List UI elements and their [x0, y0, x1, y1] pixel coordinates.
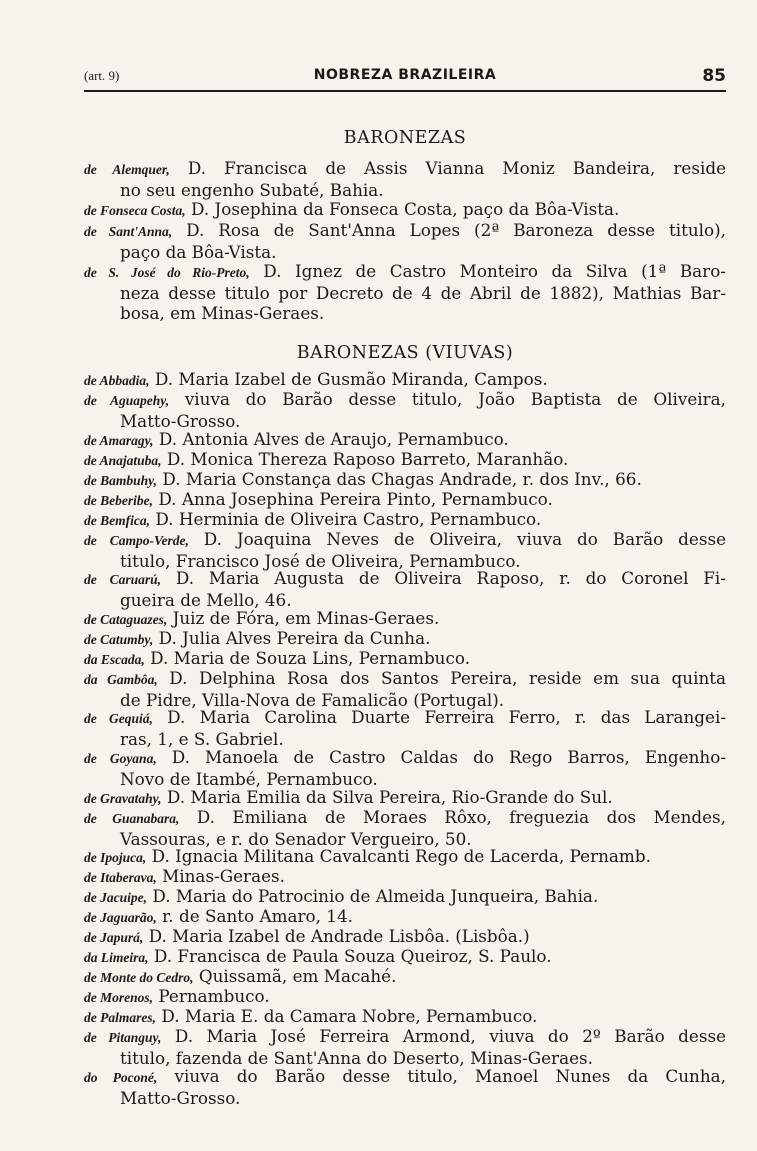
entry-title: de Cataguazes, [84, 611, 168, 627]
entry-line [84, 886, 726, 908]
entry-text: D. Anna Josephina Pereira Pinto, Pernambuco. [158, 488, 553, 509]
entry-text: titulo, fazenda de Sant'Anna do Deserto, Minas-Geraes. [120, 1048, 593, 1069]
entry-title: de Jacuipe, [84, 890, 147, 906]
entry [84, 886, 726, 908]
entry [84, 158, 726, 200]
entry-line [84, 707, 726, 729]
entry-line [84, 283, 726, 303]
entry-text: D. Ignez de Castro Monteiro da Silva (1ª Baro- [263, 260, 726, 281]
entry-text: Matto-Grosso. [120, 1087, 241, 1108]
entry [84, 846, 726, 868]
entry-line [84, 628, 726, 650]
entry-title: de Bemfica, [84, 512, 150, 528]
entry-text: viuva do Barão desse titulo, João Baptista de Oliveira, [184, 389, 726, 409]
entry-text: D. Delphina Rosa dos Santos Pereira, reside em sua quinta [169, 667, 726, 688]
entry-title: de Amaragy, [84, 432, 154, 448]
entry-text: neza desse titulo por Decreto de 4 de Abril de 1882), Mathias Bar- [120, 282, 726, 303]
entry-line [84, 242, 726, 262]
entry [84, 648, 726, 670]
entry [84, 389, 726, 431]
entry [84, 966, 726, 988]
entry-line [84, 1066, 726, 1088]
entry [84, 747, 726, 789]
entry [84, 866, 726, 888]
entry-title: de Caruarú, [84, 572, 162, 588]
entry-title: de Morenos, [84, 990, 154, 1006]
entry-title: de Fonseca Costa, [84, 202, 186, 218]
entry-line [84, 220, 726, 242]
entry-title: de Alemquer, [84, 162, 170, 177]
entry [84, 946, 726, 968]
entry-line [84, 261, 726, 283]
entry-title: de Bambuhy, [84, 472, 158, 488]
entry-line [84, 449, 726, 471]
entry [84, 707, 726, 749]
entry-text: D. Maria Emilia da Silva Pereira, Rio-Grande do Sul. [166, 786, 613, 807]
entry-text: D. Julia Alves Pereira da Cunha. [158, 627, 431, 648]
entry-title: de Goyana, [84, 751, 157, 766]
entry [84, 369, 726, 391]
entry-title: de Aguapehy, [84, 393, 170, 408]
entry [84, 568, 726, 610]
entry-title: de Jaguarão, [84, 910, 157, 926]
entry-title: de Japurá, [84, 930, 144, 946]
entry-title: de Palmares, [84, 1010, 156, 1026]
entry [84, 529, 726, 571]
entry [84, 787, 726, 809]
entry [84, 220, 726, 262]
entry [84, 668, 726, 710]
entry [84, 986, 726, 1008]
entry-text: Quissamã, em Macahé. [198, 966, 397, 987]
section-title: BARONEZAS [343, 128, 467, 148]
entry-line [84, 906, 726, 928]
entry-line [84, 369, 726, 391]
entry-text: D. Josephina da Fonseca Costa, paço da Bôa-Vista. [190, 198, 620, 219]
entry-text: D. Ignacia Militana Cavalcanti Rego de Lacerda, Pernamb. [151, 846, 651, 867]
entry-text: D. Francisca de Paula Souza Queiroz, S. Paulo. [153, 946, 552, 967]
entry-title: de Gequiá, [84, 711, 153, 727]
entry-title: de Ipojuca, [84, 850, 147, 866]
entry-line [84, 966, 726, 988]
entry-text: D. Maria do Patrocinio de Almeida Junqueira, Bahia. [152, 886, 599, 907]
entry-line [84, 986, 726, 1008]
entry [84, 628, 726, 650]
entry [84, 429, 726, 451]
entry-title: de Itaberava, [84, 870, 157, 886]
entry-text: D. Maria Izabel de Gusmão Miranda, Campos. [154, 369, 548, 389]
entry-text: D. Maria de Souza Lins, Pernambuco. [150, 647, 471, 668]
entry-line [84, 787, 726, 809]
entry-text: Novo de Itambé, Pernambuco. [120, 769, 378, 789]
entry-title: de Monte do Cedro, [84, 970, 194, 986]
entry-text: Minas-Geraes. [162, 866, 285, 887]
entry-title: da Escada, [84, 651, 145, 667]
entry-text: Vassouras, e r. do Senador Vergueiro, 50. [120, 828, 472, 849]
entry-text: bosa, em Minas-Geraes. [120, 302, 325, 323]
entry-text: D. Maria Izabel de Andrade Lisbôa. (Lisbôa.) [148, 926, 530, 947]
entry-text: ras, 1, e S. Gabriel. [120, 729, 284, 750]
entry-text: Pernambuco. [158, 986, 270, 1007]
entry-title: de Anajatuba, [84, 452, 162, 468]
entry-text: D. Emiliana de Moraes Rôxo, freguezia dos Mendes, [196, 806, 727, 827]
entry-line [84, 1026, 726, 1048]
entry [84, 261, 726, 323]
entry-title: de Beberibe, [84, 492, 153, 508]
entry-line [84, 668, 726, 690]
entry-text: titulo, Francisco José de Oliveira, Pernambuco. [120, 550, 521, 571]
entry-text: D. Maria Constança das Chagas Andrade, r. dos Inv., 66. [162, 468, 642, 489]
entry-line [84, 1088, 726, 1108]
entry-title: de Campo-Verde, [84, 532, 189, 548]
entry-line [84, 568, 726, 590]
entry [84, 906, 726, 928]
entry-text: viuva do Barão desse titulo, Manoel Nunes da Cunha, [174, 1065, 726, 1086]
entry-text: r. de Santo Amaro, 14. [162, 906, 353, 927]
entry [84, 199, 726, 221]
entry-line [84, 747, 726, 769]
entry-title: de Catumby, [84, 631, 154, 647]
entry-line [84, 529, 726, 551]
entry-text: no seu engenho Subaté, Bahia. [120, 180, 384, 200]
entry [84, 608, 726, 630]
entry-line [84, 926, 726, 948]
entry-text: D. Manoela de Castro Caldas do Rego Barros, Engenho- [171, 747, 726, 767]
book-title: NOBREZA BRAZILEIRA [313, 67, 497, 83]
entry-line [84, 1006, 726, 1028]
entry-text: D. Francisca de Assis Vianna Moniz Bandeira, reside [187, 158, 726, 178]
article-reference: (art. 9) [84, 68, 120, 83]
entry [84, 1026, 726, 1068]
entry-text: Juiz de Fóra, em Minas-Geraes. [172, 607, 440, 628]
entry-text: D. Maria José Ferreira Armond, viuva do 2º Barão desse [174, 1026, 726, 1047]
entry [84, 509, 726, 531]
entry-title: de S. José do Rio-Preto, [84, 264, 250, 280]
entry [84, 489, 726, 511]
page-number: 85 [702, 66, 726, 86]
entry-line [84, 429, 726, 451]
section-title: BARONEZAS (VIUVAS) [296, 343, 514, 363]
entry-line [84, 303, 726, 323]
running-header [84, 66, 726, 92]
entry-title: da Limeira, [84, 950, 149, 966]
entry-line [84, 866, 726, 888]
entry-title: de Sant'Anna, [84, 223, 173, 239]
entry-line [84, 199, 726, 221]
entry-line [84, 180, 726, 200]
entry-text: paço da Bôa-Vista. [120, 241, 277, 262]
entry [84, 469, 726, 491]
entry-title: de Abbadia, [84, 373, 150, 388]
entry-text: D. Maria Augusta de Oliveira Raposo, r. do Coronel Fi- [175, 568, 726, 589]
entry-text: D. Monica Thereza Raposo Barreto, Maranhão. [166, 448, 569, 469]
entry-text: D. Joaquina Neves de Oliveira, viuva do Barão desse [203, 528, 727, 549]
entry-text: D. Antonia Alves de Araujo, Pernambuco. [158, 428, 509, 449]
entry-title: de Gravatahy, [84, 790, 162, 806]
entry [84, 449, 726, 471]
entry-line [84, 469, 726, 491]
entry-title: do Poconé, [84, 1069, 158, 1085]
entry-text: gueira de Mello, 46. [120, 590, 292, 611]
entry-text: de Pidre, Villa-Nova de Famalicão (Portugal). [120, 689, 505, 710]
entry-title: da Gambôa, [84, 671, 158, 687]
entry [84, 1006, 726, 1028]
entry-text: D. Herminia de Oliveira Castro, Pernambuco. [155, 508, 542, 529]
entry-text: Matto-Grosso. [120, 411, 241, 431]
entry-line [84, 389, 726, 411]
entry-line [84, 158, 726, 180]
entry-line [84, 608, 726, 630]
entry-text: D. Maria Carolina Duarte Ferreira Ferro, r. das Larangei- [167, 707, 726, 728]
entry-line [84, 946, 726, 968]
entry-line [84, 509, 726, 531]
entry-line [84, 807, 726, 829]
entry-title: de Guanabara, [84, 810, 180, 826]
entry-text: D. Maria E. da Camara Nobre, Pernambuco. [161, 1006, 538, 1027]
entry-text: D. Rosa de Sant'Anna Lopes (2ª Baroneza desse titulo), [186, 219, 727, 240]
entry-line [84, 648, 726, 670]
entry [84, 807, 726, 849]
entry-line [84, 489, 726, 511]
entry [84, 1066, 726, 1108]
entry-line [84, 846, 726, 868]
entry-title: de Pitanguy, [84, 1030, 162, 1046]
entry [84, 926, 726, 948]
